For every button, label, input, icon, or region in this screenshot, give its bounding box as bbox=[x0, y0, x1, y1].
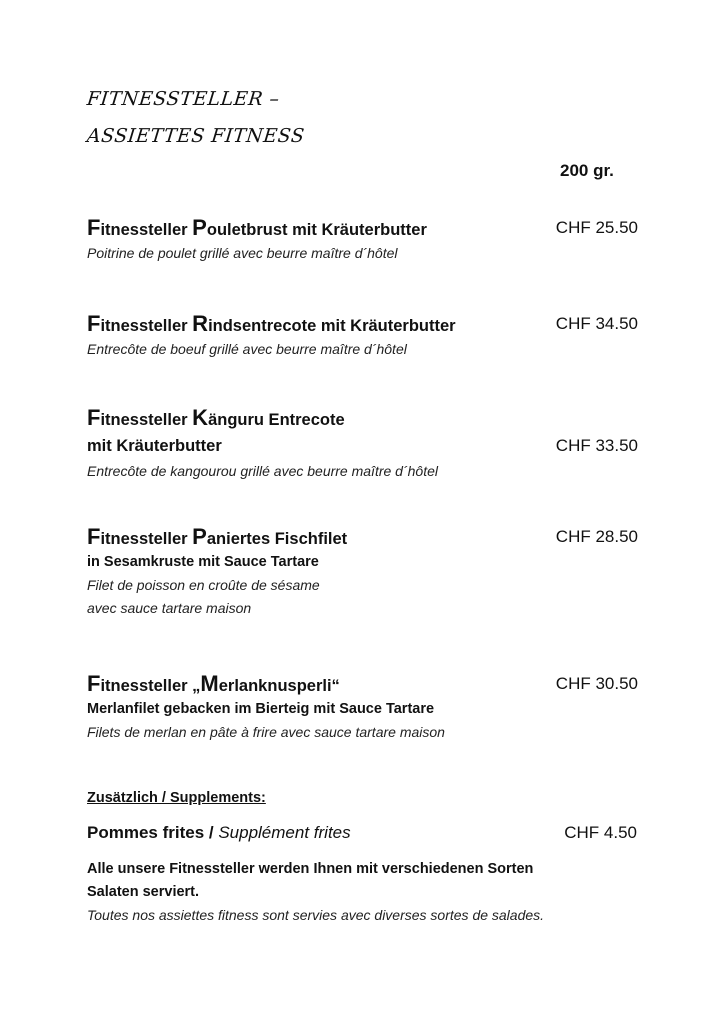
menu-item-description-fr: Entrecôte de boeuf grillé avec beurre maître d´hôtel bbox=[87, 341, 407, 357]
menu-item-title bbox=[87, 310, 647, 338]
menu-item-price: CHF 28.50 bbox=[555, 527, 638, 546]
menu-item-description-fr: Entrecôte de kangourou grillé avec beurre maître d´hôtel bbox=[87, 463, 438, 479]
menu-item-price: CHF 25.50 bbox=[555, 218, 638, 237]
menu-item-title-cont: mit Kräuterbutter CHF 33.50 bbox=[87, 432, 647, 460]
supplements-heading: Zusätzlich / Supplements: bbox=[87, 790, 266, 806]
menu-item-description-de: Merlanfilet gebacken im Bierteig mit Sauce Tartare bbox=[87, 701, 435, 717]
title-initial: P bbox=[192, 524, 207, 549]
title-initial: K bbox=[192, 405, 209, 430]
supplement-price: CHF 4.50 bbox=[564, 823, 637, 842]
title-initial: F bbox=[87, 524, 101, 549]
title-text: itnessteller bbox=[100, 221, 193, 239]
title-initial: M bbox=[200, 671, 219, 696]
supplement-name: Pommes frites / bbox=[87, 823, 219, 842]
title-text: itnessteller bbox=[100, 530, 193, 548]
title-initial: F bbox=[87, 215, 101, 240]
portion-size: 200 gr. bbox=[560, 161, 614, 180]
title-text: itnessteller „ bbox=[100, 677, 201, 695]
menu-item-title bbox=[87, 523, 647, 551]
menu-title-fr: ASSIETTES FITNESS bbox=[85, 125, 306, 147]
menu-item bbox=[87, 310, 647, 361]
footer-note-de: Alle unsere Fitnessteller werden Ihnen mit verschiedenen Sorten bbox=[87, 861, 534, 877]
title-initial: P bbox=[192, 215, 207, 240]
supplement-name-fr: Supplément frites bbox=[218, 823, 351, 842]
menu-item-price: CHF 30.50 bbox=[555, 674, 638, 693]
title-initial: F bbox=[87, 671, 101, 696]
menu-item-title bbox=[87, 670, 647, 698]
footer-note bbox=[87, 858, 647, 927]
title-text: itnessteller bbox=[100, 411, 193, 429]
title-text: erlanknusperli“ bbox=[218, 677, 340, 695]
footer-note-fr: Toutes nos assiettes fitness sont servies avec diverses sortes de salades. bbox=[87, 907, 545, 923]
menu-item-title bbox=[87, 214, 647, 242]
menu-item-title bbox=[87, 404, 647, 432]
title-text: ouletbrust mit Kräuterbutter bbox=[206, 221, 427, 239]
menu-item-price: CHF 33.50 bbox=[555, 436, 638, 455]
menu-title-de: FITNESSTELLER – bbox=[85, 88, 281, 110]
menu-item bbox=[87, 404, 647, 483]
menu-item-description-de: in Sesamkruste mit Sauce Tartare bbox=[87, 554, 319, 570]
title-text: änguru Entrecote bbox=[208, 411, 345, 429]
menu-item-description-fr: Filets de merlan en pâte à frire avec sauce tartare maison bbox=[87, 724, 445, 740]
title-text: indsentrecote mit Kräuterbutter bbox=[208, 317, 456, 335]
menu-item-description-fr: Filet de poisson en croûte de sésame bbox=[87, 577, 320, 593]
title-initial: F bbox=[87, 405, 101, 430]
menu-item bbox=[87, 214, 647, 265]
menu-item-price: CHF 34.50 bbox=[555, 314, 638, 333]
menu-item-description-fr: avec sauce tartare maison bbox=[87, 600, 252, 616]
supplement-item bbox=[87, 820, 637, 846]
footer-note-de-2: Salaten serviert. bbox=[87, 884, 200, 900]
title-initial: R bbox=[192, 311, 209, 336]
title-text: itnessteller bbox=[100, 317, 193, 335]
menu-item bbox=[87, 523, 647, 620]
title-initial: F bbox=[87, 311, 101, 336]
menu-item bbox=[87, 670, 647, 744]
title-text: aniertes Fischfilet bbox=[206, 530, 348, 548]
menu-item-description-fr: Poitrine de poulet grillé avec beurre maître d´hôtel bbox=[87, 245, 398, 261]
